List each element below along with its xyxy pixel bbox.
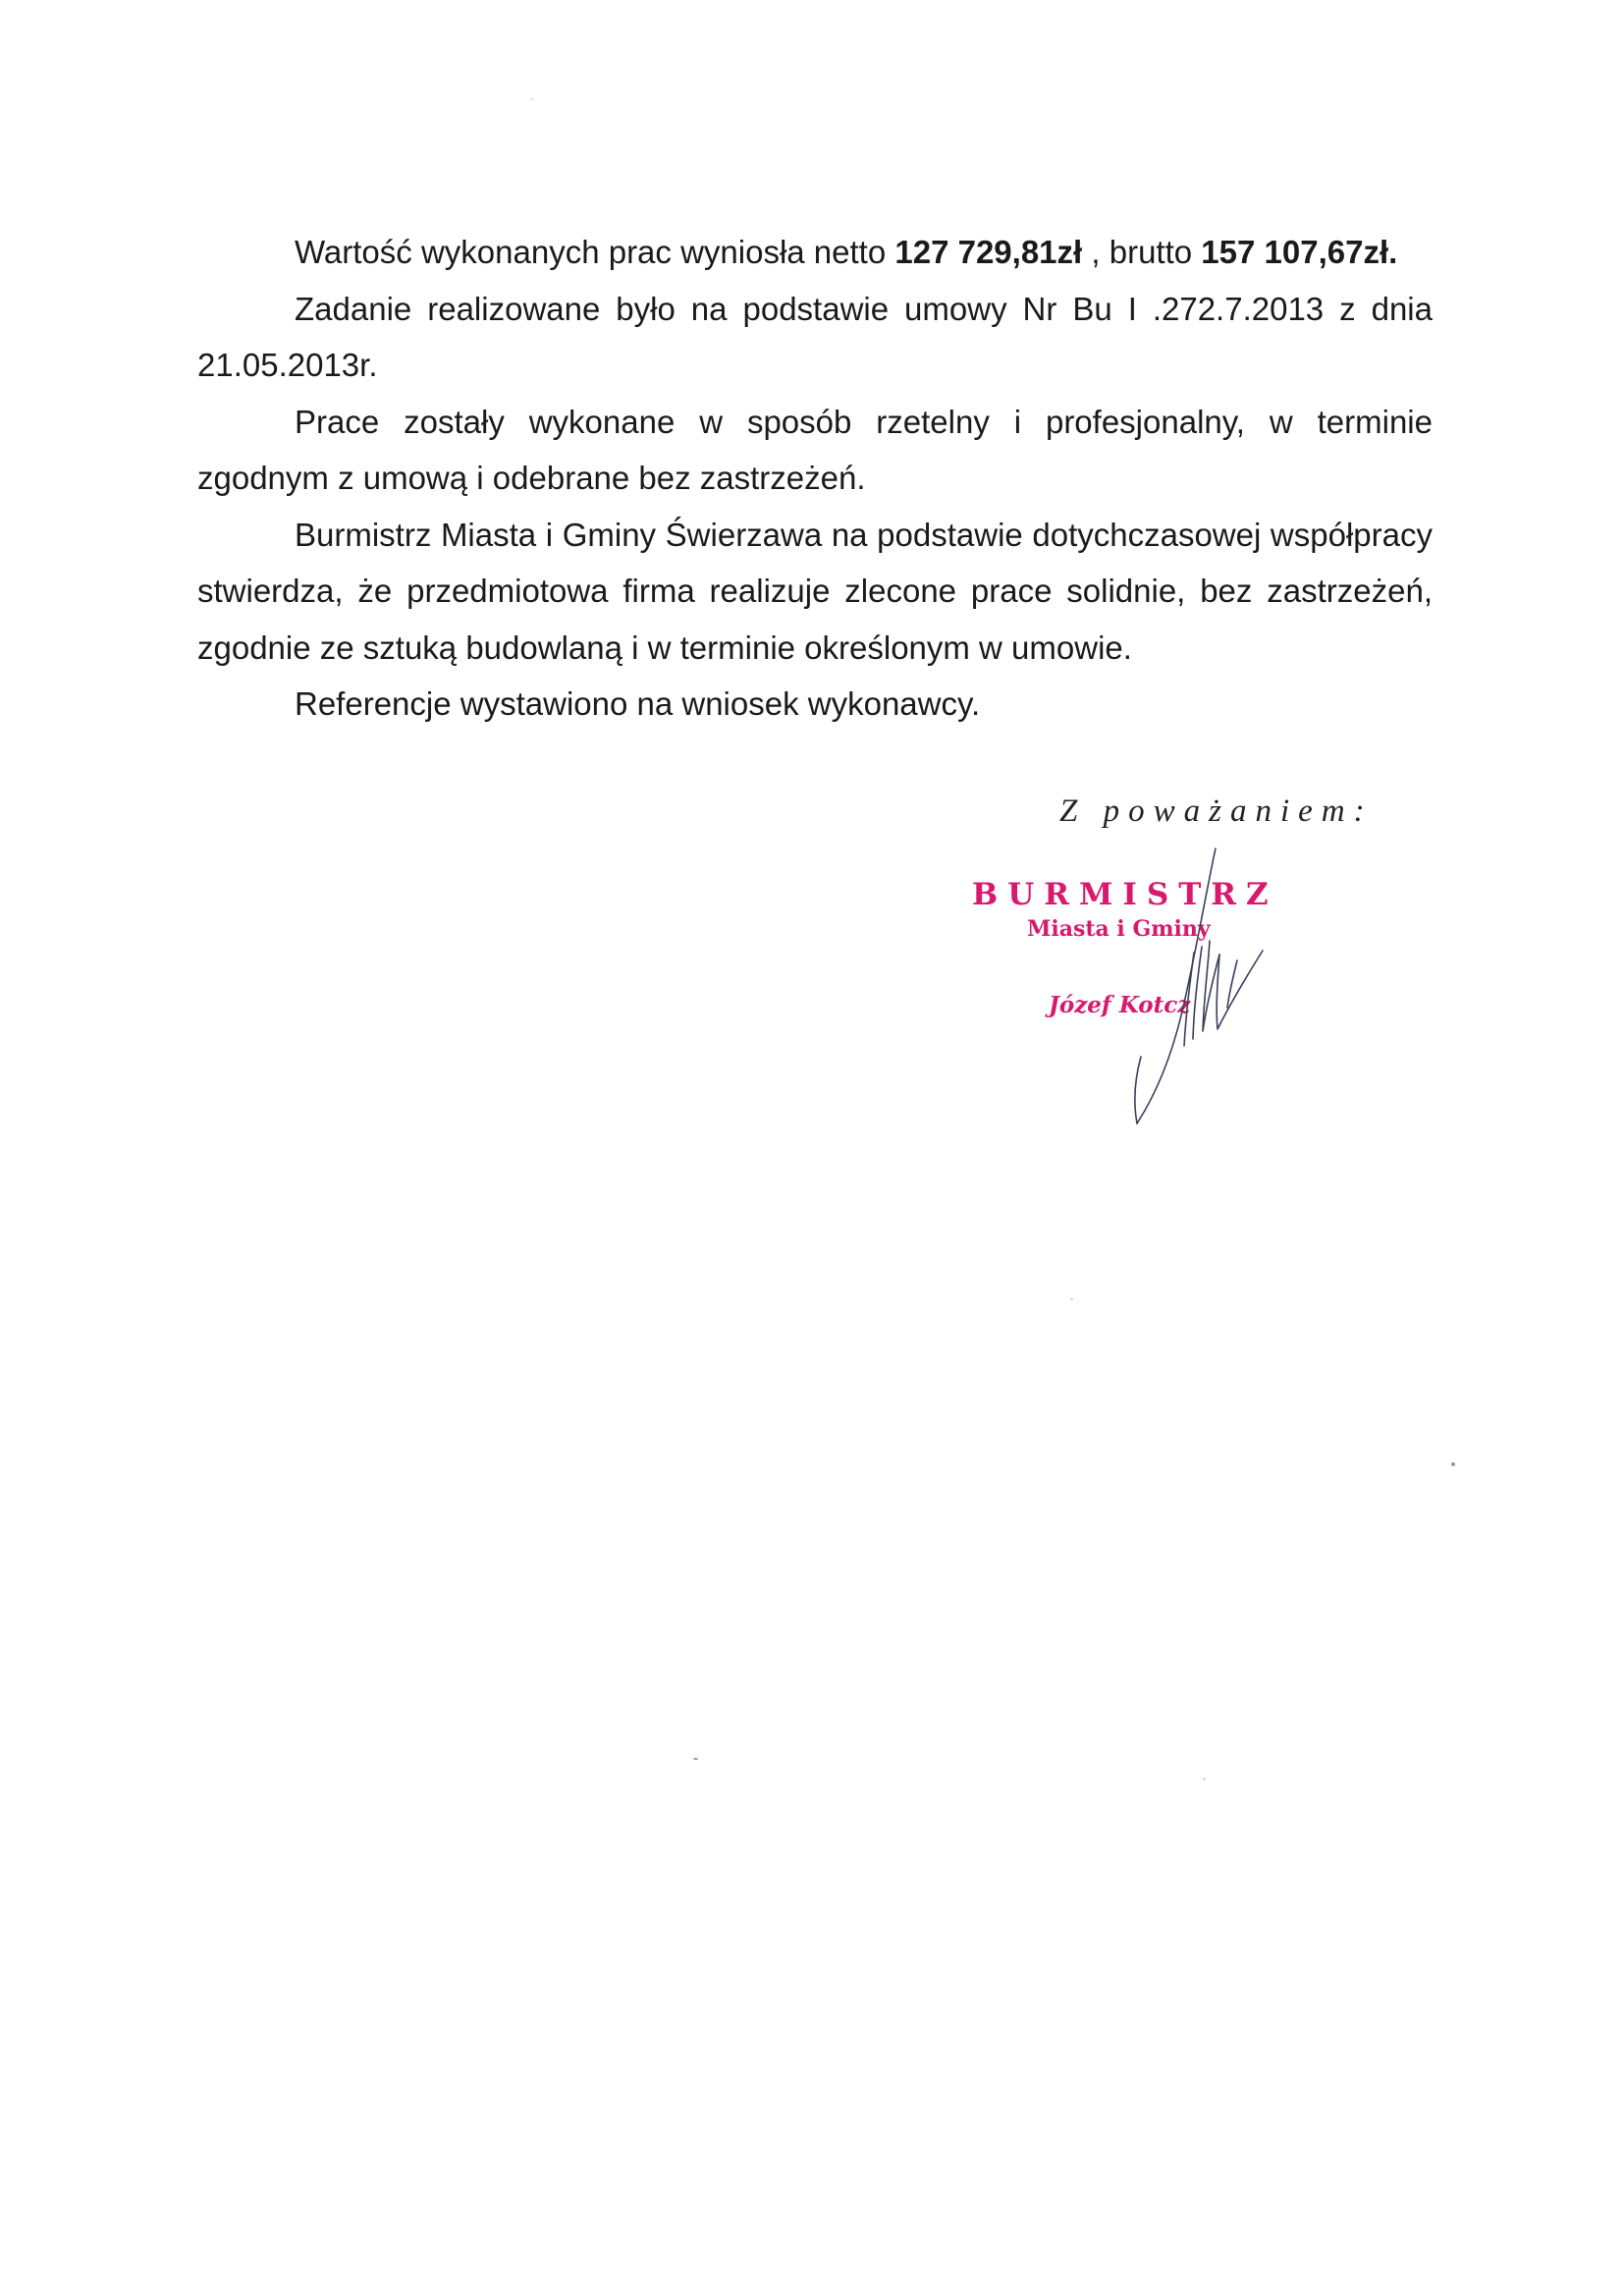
letter-body — [197, 224, 1433, 733]
scan-speck — [1203, 1777, 1206, 1780]
paragraph-value — [197, 224, 1433, 281]
paragraph-reference-note: Referencje wystawiono na wniosek wykonawcy. — [295, 685, 981, 722]
handwritten-signature — [1100, 845, 1316, 1129]
paragraph-mayor-statement: Burmistrz Miasta i Gminy Świerzawa na podstawie dotychczasowej współpracy stwierdza, że przedmiotowa firma realizuje zlecone prace solidnie, bez zastrzeżeń, zgodnie ze sztuką budowlaną i w terminie określonym w umowie. — [197, 516, 1433, 666]
stamp-title: BURMISTRZ — [972, 877, 1278, 912]
brutto-amount: 157 107,67zł. — [1201, 234, 1398, 270]
stamp-name: Józef Kotcz — [1049, 992, 1191, 1018]
paragraph-value-text-2: , brutto — [1082, 234, 1202, 270]
closing-salutation: Z poważaniem: — [1059, 793, 1374, 829]
paragraph-quality: Prace zostały wykonane w sposób rzetelny i profesjonalny, w terminie zgodnym z umową i odebrane bez zastrzeżeń. — [197, 403, 1433, 496]
netto-amount: 127 729,81zł — [894, 234, 1083, 270]
scan-speck — [1451, 1462, 1455, 1466]
scan-speck — [530, 98, 533, 100]
scan-speck — [1070, 1298, 1073, 1300]
paragraph-value-text-1: Wartość wykonanych prac wyniosła netto — [295, 234, 895, 270]
paragraph-contract: Zadanie realizowane było na podstawie umowy Nr Bu I .272.7.2013 z dnia 21.05.2013r. — [197, 290, 1433, 383]
scan-speck — [693, 1758, 698, 1760]
stamp-office: Miasta i Gminy — [1027, 916, 1211, 942]
